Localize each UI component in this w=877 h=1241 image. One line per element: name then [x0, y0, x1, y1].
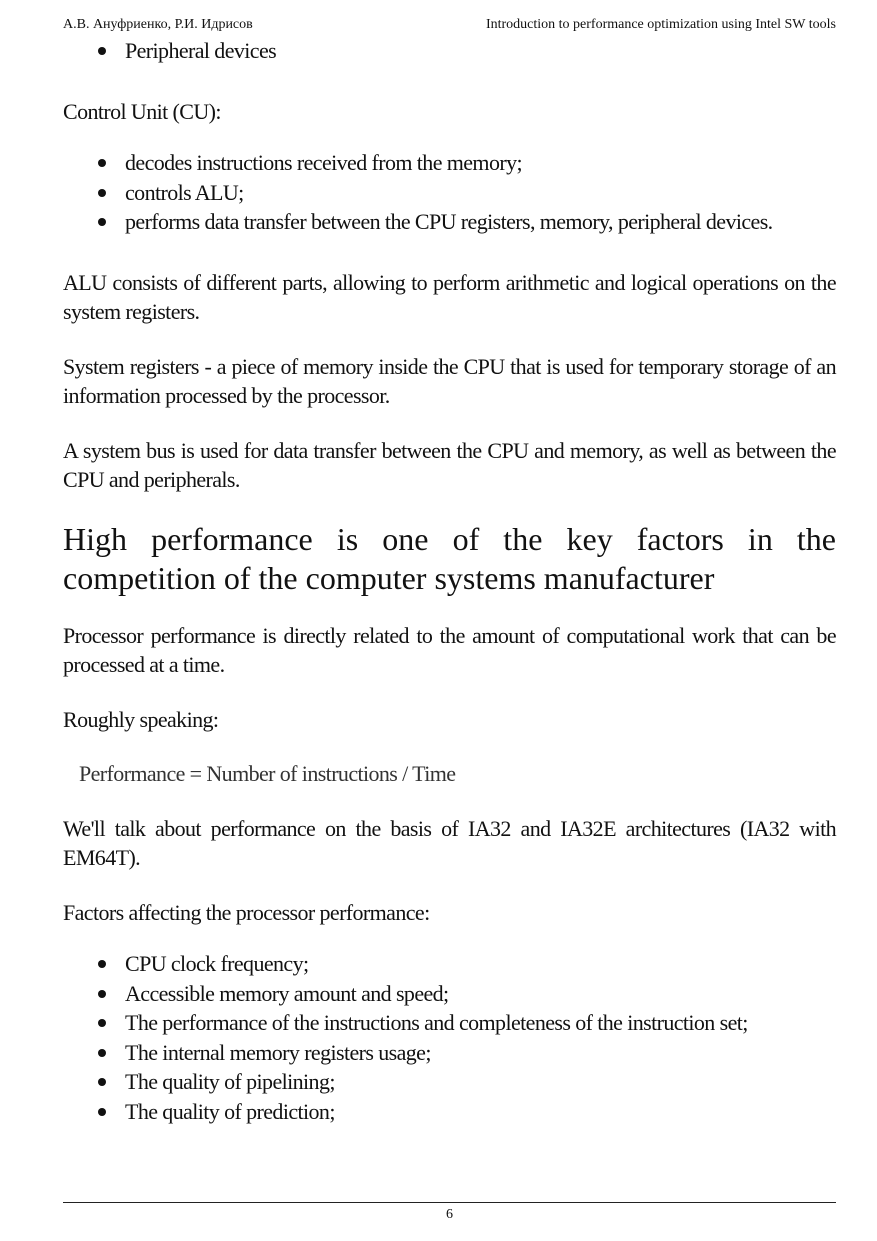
section-heading: High performance is one of the key factors in the competition of the computer systems manufacturer [63, 520, 836, 596]
alu-paragraph: ALU consists of different parts, allowing to perform arithmetic and logical operations on the system registers. [63, 269, 836, 324]
bullet-icon [98, 218, 106, 226]
bullet-icon [98, 1019, 106, 1027]
list-item: The performance of the instructions and completeness of the instruction set; [63, 1008, 836, 1038]
list-item: Peripheral devices [63, 36, 836, 66]
bullet-icon [98, 960, 106, 968]
bullet-icon [98, 1108, 106, 1116]
bullet-icon [98, 990, 106, 998]
list-item: controls ALU; [63, 178, 836, 208]
bullet-icon [98, 1078, 106, 1086]
registers-paragraph: System registers - a piece of memory inside the CPU that is used for temporary storage of an information processed by the processor. [63, 353, 836, 408]
factors-list [63, 949, 836, 1126]
control-unit-list [63, 148, 836, 237]
running-header [63, 17, 836, 35]
factors-label: Factors affecting the processor performance: [63, 899, 430, 925]
bullet-icon [98, 47, 106, 55]
header-authors: А.В. Ануфриенко, Р.И. Идрисов [63, 17, 253, 32]
list-item: Accessible memory amount and speed; [63, 979, 836, 1009]
footer-divider [63, 1202, 836, 1203]
system-bus-paragraph: A system bus is used for data transfer between the CPU and memory, as well as between the CPU and peripherals. [63, 437, 836, 492]
page-content [63, 36, 836, 1126]
document-page [63, 0, 836, 1241]
bullet-icon [98, 189, 106, 197]
architectures-paragraph: We'll talk about performance on the basis of IA32 and IA32E architectures (IA32 with EM64T). [63, 815, 836, 870]
roughly-speaking-label: Roughly speaking: [63, 706, 219, 732]
bullet-icon [98, 159, 106, 167]
list-item: CPU clock frequency; [63, 949, 836, 979]
list-item: performs data transfer between the CPU registers, memory, peripheral devices. [63, 207, 836, 237]
peripheral-list [63, 36, 836, 66]
performance-formula: Performance = Number of instructions / Time [79, 761, 456, 786]
list-item: The quality of prediction; [63, 1097, 836, 1127]
list-item: The internal memory registers usage; [63, 1038, 836, 1068]
bullet-icon [98, 1049, 106, 1057]
list-item: The quality of pipelining; [63, 1067, 836, 1097]
performance-intro-paragraph: Processor performance is directly related to the amount of computational work that can be processed at a time. [63, 622, 836, 677]
page-number: 6 [446, 1207, 453, 1222]
list-item: decodes instructions received from the memory; [63, 148, 836, 178]
control-unit-label: Control Unit (CU): [63, 98, 221, 124]
header-book-title: Introduction to performance optimization using Intel SW tools [485, 17, 836, 32]
